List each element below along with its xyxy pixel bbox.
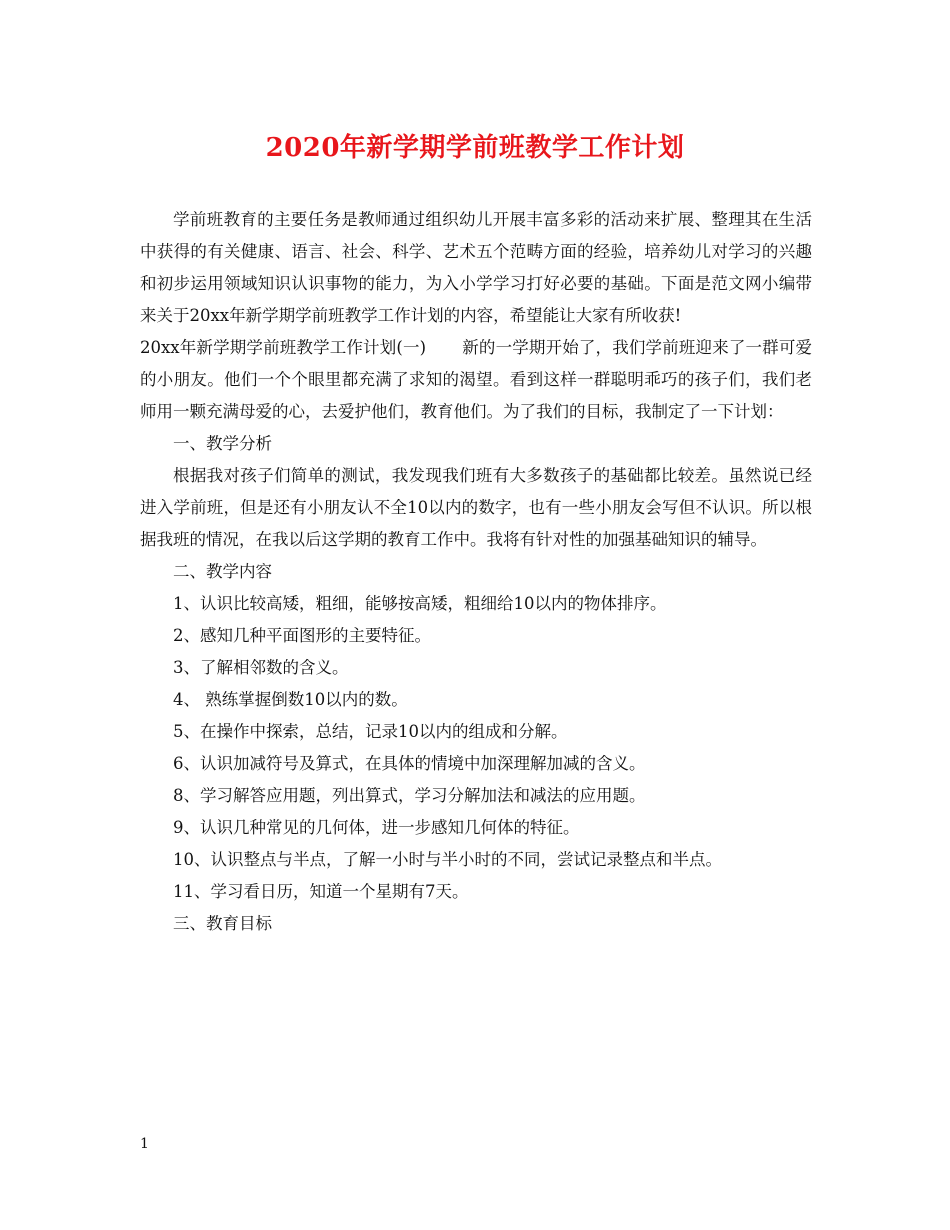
list-item: 2、感知几种平面图形的主要特征。 — [173, 626, 431, 645]
section-heading-goals: 三、教育目标 — [173, 914, 272, 933]
page-number: 1 — [140, 1136, 149, 1152]
plan-opening-text: 新的一学期开始了，我们学前班迎来了一群可爱的小朋友。他们一个个眼里都充满了求知的渴望。看到这样一群聪明乖巧的孩子们，我们老师用一颗充满母爱的心，去爱护他们，教育他们。为了我们的目标，我制定了一下计划： — [140, 338, 813, 421]
list-item: 4、 熟练掌握倒数10以内的数。 — [173, 690, 408, 709]
plan-paragraph — [140, 332, 812, 428]
section-heading-content: 二、教学内容 — [173, 562, 272, 581]
list-item: 5、在操作中探索，总结，记录10以内的组成和分解。 — [173, 722, 568, 741]
section-heading-analysis: 一、教学分析 — [173, 434, 272, 453]
list-item: 1、认识比较高矮，粗细，能够按高矮，粗细给10以内的物体排序。 — [173, 594, 667, 613]
list-item: 3、了解相邻数的含义。 — [173, 658, 349, 677]
document-body — [140, 204, 812, 940]
list-item: 11、学习看日历，知道一个星期有7天。 — [173, 882, 469, 901]
page-title: 2020年新学期学前班教学工作计划 — [265, 133, 685, 163]
plan-heading: 20xx年新学期学前班教学工作计划(一) — [140, 338, 427, 357]
intro-paragraph: 学前班教育的主要任务是教师通过组织幼儿开展丰富多彩的活动来扩展、整理其在生活中获得的有关健康、语言、社会、科学、艺术五个范畴方面的经验，培养幼儿对学习的兴趣和初步运用领域知识认识事物的能力，为入小学学习打好必要的基础。下面是范文网小编带来关于20xx年新学期学前班教学工作计划的内容，希望能让大家有所收获! — [140, 210, 812, 325]
section-body-analysis: 根据我对孩子们简单的测试，我发现我们班有大多数孩子的基础都比较差。虽然说已经进入学前班，但是还有小朋友认不全10以内的数字，也有一些小朋友会写但不认识。所以根据我班的情况，在我以后这学期的教育工作中。我将有针对性的加强基础知识的辅导。 — [140, 466, 812, 549]
list-item: 10、认识整点与半点，了解一小时与半小时的不同，尝试记录整点和半点。 — [173, 850, 722, 869]
list-item: 8、学习解答应用题，列出算式，学习分解加法和减法的应用题。 — [173, 786, 646, 805]
list-item: 9、认识几种常见的几何体，进一步感知几何体的特征。 — [173, 818, 580, 837]
list-item: 6、认识加减符号及算式，在具体的情境中加深理解加减的含义。 — [173, 754, 646, 773]
